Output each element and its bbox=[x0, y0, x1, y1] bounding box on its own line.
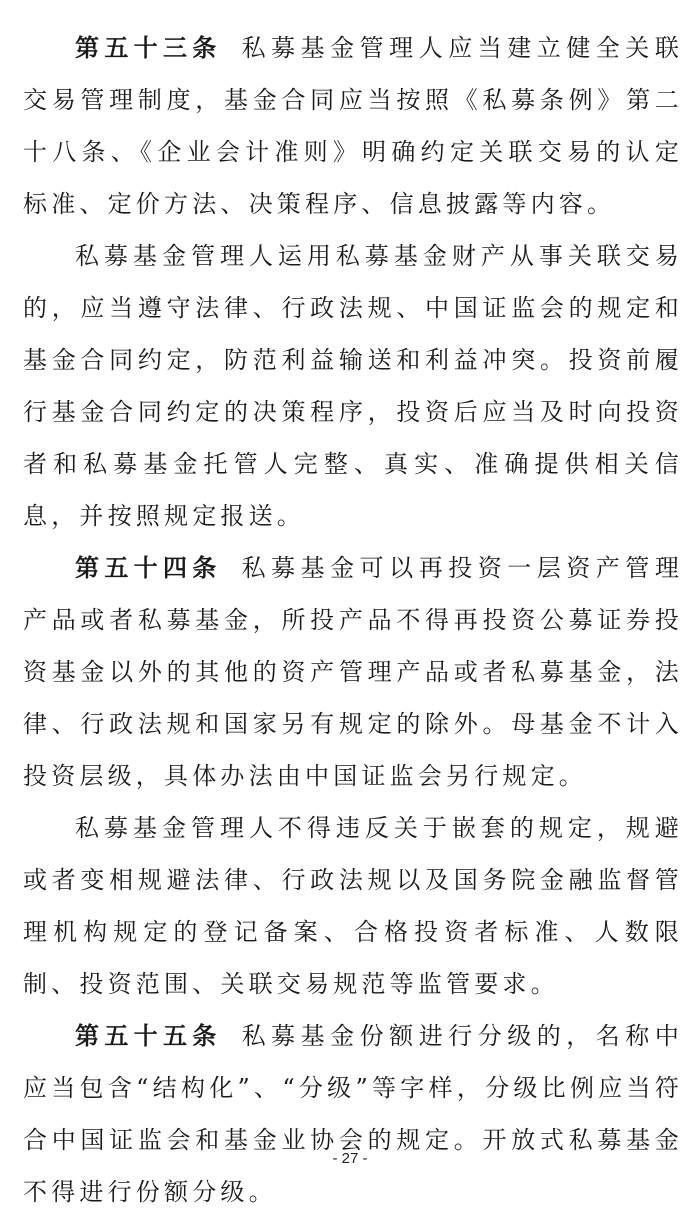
article-54-text-1: 私募基金可以再投资一层资产管理产品或者私募基金，所投产品不得再投资公募证券投资基金以外的其他的资产管理产品或者私募基金，法律、行政法规和国家另有规定的除外。母基金不计入投资层级，具体办法由中国证监会另行规定。 bbox=[23, 554, 684, 790]
article-53-text-2: 私募基金管理人运用私募基金财产从事关联交易的，应当遵守法律、行政法规、中国证监会的规定和基金合同约定，防范利益输送和利益冲突。投资前履行基金合同约定的决策程序，投资后应当及时向投资者和私募基金托管人完整、真实、准确提供相关信息，并按照规定报送。 bbox=[23, 242, 683, 530]
article-54-heading: 第五十四条 bbox=[75, 554, 222, 582]
document-body bbox=[23, 22, 683, 1218]
article-55-paragraph-1 bbox=[23, 1010, 683, 1218]
article-54-paragraph-1 bbox=[23, 542, 683, 802]
article-55-heading: 第五十五条 bbox=[75, 1022, 222, 1050]
page-number: - 27 - bbox=[332, 1150, 368, 1167]
article-53-paragraph-1 bbox=[23, 22, 683, 230]
article-53-text-1: 私募基金管理人应当建立健全关联交易管理制度，基金合同应当按照《私募条例》第二十八条、《企业会计准则》明确约定关联交易的认定标准、定价方法、决策程序、信息披露等内容。 bbox=[23, 34, 684, 218]
article-54-paragraph-2 bbox=[23, 802, 683, 1010]
article-54-text-2: 私募基金管理人不得违反关于嵌套的规定，规避或者变相规避法律、行政法规以及国务院金融监督管理机构规定的登记备案、合格投资者标准、人数限制、投资范围、关联交易规范等监管要求。 bbox=[23, 814, 683, 998]
article-55-text-1: 私募基金份额进行分级的，名称中应当包含“结构化”、“分级”等字样，分级比例应当符合中国证监会和基金业协会的规定。开放式私募基金不得进行份额分级。 bbox=[23, 1022, 684, 1206]
article-53-heading: 第五十三条 bbox=[75, 34, 222, 62]
article-53-paragraph-2 bbox=[23, 230, 683, 542]
